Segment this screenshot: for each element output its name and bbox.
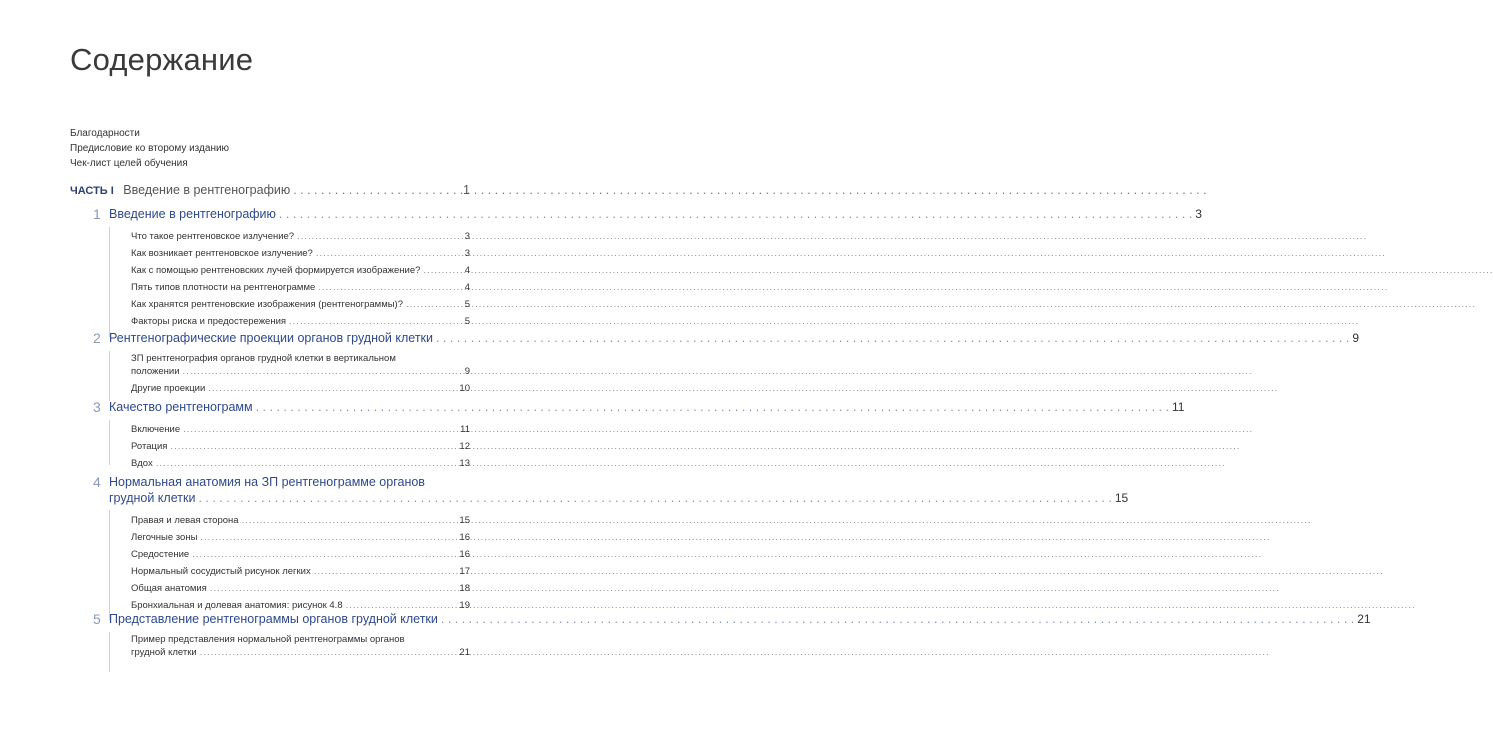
chapter-number: 5 (93, 611, 101, 627)
section-page: 17 (459, 566, 470, 577)
leader-dots (297, 228, 462, 245)
toc-entry-preface[interactable]: Предисловие ко второму изданию (70, 143, 230, 154)
section-page: 4 (464, 265, 470, 276)
section-page: 3 (464, 248, 470, 259)
chapter-page: 9 (1352, 331, 1360, 345)
section-page: 12 (459, 441, 470, 452)
section-title: Что такое рентгеновское излучение? (131, 231, 295, 242)
list-item[interactable] (131, 421, 470, 438)
list-item[interactable] (131, 380, 470, 397)
chapter-2 (93, 330, 1360, 397)
chapter-page: 11 (1171, 400, 1185, 414)
chapter-page: 3 (1195, 207, 1202, 221)
section-list (131, 633, 470, 659)
chapter-rule (109, 420, 110, 465)
chapter-heading[interactable] (93, 474, 1129, 506)
leader-dots (406, 296, 462, 313)
leader-dots (200, 646, 457, 659)
chapter-title: грудной клетки (109, 491, 196, 505)
section-title: Бронхиальная и долевая анатомия: рисунок 4.8 (131, 600, 343, 611)
leader-dots (318, 279, 461, 296)
list-item[interactable] (131, 262, 470, 279)
section-list (131, 421, 470, 472)
list-item[interactable] (131, 228, 470, 245)
section-page: 16 (459, 532, 470, 543)
leader-dots (293, 183, 460, 197)
chapter-rule (109, 510, 110, 620)
section-page: 18 (459, 583, 470, 594)
leader-dots (423, 262, 461, 279)
front-matter (70, 126, 490, 171)
list-item[interactable] (131, 580, 470, 597)
leader-dots (183, 421, 457, 438)
list-item[interactable] (131, 313, 470, 330)
chapter-title: Рентгенографические проекции органов грудной клетки (109, 331, 434, 345)
leader-dots (256, 400, 1169, 414)
toc-entry-acknowledgements[interactable]: Благодарности (70, 128, 140, 139)
leader-dots (316, 245, 462, 262)
leader-dots (183, 365, 462, 378)
section-page: 13 (459, 458, 470, 469)
chapter-1 (93, 206, 1202, 330)
leader-dots (200, 529, 456, 546)
chapter-rule (109, 351, 110, 401)
section-title: грудной клетки (131, 647, 197, 658)
section-title: положении (131, 366, 180, 377)
section-list (131, 228, 470, 330)
leader-dots (441, 612, 1354, 626)
part-label: ЧАСТЬ I (70, 185, 114, 197)
part-heading[interactable] (70, 183, 470, 197)
section-page: 9 (464, 366, 470, 377)
section-page: 3 (464, 231, 470, 242)
chapter-title: Введение в рентгенографию (109, 207, 276, 221)
part-title: Введение в рентгенографию (123, 183, 291, 197)
section-page: 4 (464, 282, 470, 293)
list-item[interactable] (131, 546, 470, 563)
section-title: Ротация (131, 441, 168, 452)
chapter-3 (93, 399, 1185, 472)
section-title: Средостение (131, 549, 190, 560)
chapter-heading[interactable] (93, 206, 1202, 222)
leader-dots (436, 331, 1349, 345)
list-item[interactable] (131, 245, 470, 262)
section-title: Включение (131, 424, 181, 435)
section-title: Другие проекции (131, 383, 206, 394)
list-item[interactable] (131, 512, 470, 529)
toc-entry-checklist[interactable]: Чек-лист целей обучения (70, 158, 188, 169)
chapter-number: 4 (93, 474, 101, 490)
chapter-title-line: Нормальная анатомия на ЗП рентгенограмме органов (109, 475, 425, 489)
section-page: 11 (460, 424, 470, 435)
section-title: Правая и левая сторона (131, 515, 239, 526)
section-page: 15 (459, 515, 470, 526)
section-title: Нормальный сосудистый рисунок легких (131, 566, 311, 577)
chapter-rule (109, 227, 110, 337)
chapter-number: 2 (93, 330, 101, 346)
section-page: 16 (459, 549, 470, 560)
chapter-5 (93, 611, 1371, 659)
leader-dots (170, 438, 456, 455)
part-page: 1 (463, 183, 470, 197)
list-item[interactable] (131, 563, 470, 580)
chapter-title: Представление рентгенограммы органов грудной клетки (109, 612, 438, 626)
chapter-rule (109, 632, 110, 672)
section-list (131, 512, 470, 614)
section-title-line: Пример представления нормальной рентгенограммы органов (131, 634, 405, 645)
section-title: Факторы риска и предостережения (131, 316, 287, 327)
section-page: 10 (459, 383, 470, 394)
list-item[interactable] (131, 279, 470, 296)
leader-dots (314, 563, 457, 580)
section-title: Как возникает рентгеновское излучение? (131, 248, 313, 259)
chapter-heading[interactable] (93, 611, 1371, 627)
leader-dots (198, 491, 1111, 505)
leader-dots (210, 580, 457, 597)
section-title-line: ЗП рентгенография органов грудной клетки в вертикальном (131, 353, 396, 364)
leader-dots (242, 512, 457, 529)
section-list (131, 352, 470, 397)
list-item[interactable] (131, 438, 470, 455)
list-item[interactable] (131, 352, 470, 378)
leader-dots (192, 546, 456, 563)
chapter-page: 15 (1114, 491, 1129, 505)
section-page: 19 (459, 600, 470, 611)
leader-dots (279, 207, 1192, 221)
list-item[interactable] (131, 455, 470, 472)
chapter-number: 3 (93, 399, 101, 415)
chapter-heading[interactable] (93, 399, 1185, 415)
section-title: Пять типов плотности на рентгенограмме (131, 282, 316, 293)
leader-dots (289, 313, 462, 330)
page-title: Содержание (70, 42, 254, 77)
section-title: Вдох (131, 458, 153, 469)
list-item[interactable] (131, 633, 470, 659)
chapter-title: Качество рентгенограмм (109, 400, 253, 414)
list-item[interactable] (131, 529, 470, 546)
leader-dots (208, 380, 456, 397)
leader-dots (156, 455, 457, 472)
chapter-4 (93, 474, 1129, 614)
chapter-page: 21 (1357, 612, 1371, 626)
section-page: 21 (459, 647, 470, 658)
section-title: Как с помощью рентгеновских лучей формируется изображение? (131, 265, 421, 276)
chapter-number: 1 (93, 206, 101, 222)
section-title: Легочные зоны (131, 532, 198, 543)
section-page: 5 (464, 299, 470, 310)
chapter-heading[interactable] (93, 330, 1360, 346)
section-title: Как хранятся рентгеновские изображения (рентгенограммы)? (131, 299, 403, 310)
section-title: Общая анатомия (131, 583, 207, 594)
list-item[interactable] (131, 296, 470, 313)
section-page: 5 (464, 316, 470, 327)
